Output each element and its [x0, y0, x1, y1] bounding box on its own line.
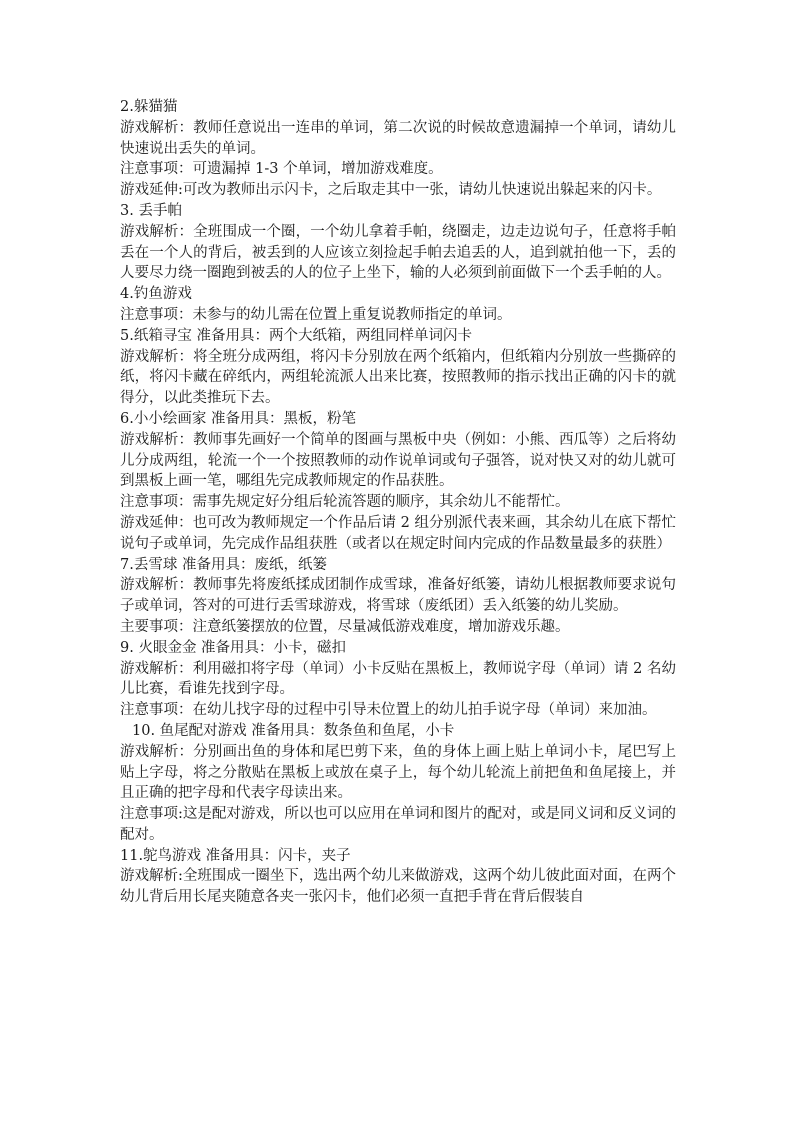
- paragraph: 主要事项：注意纸篓摆放的位置，尽量减低游戏难度，增加游戏乐趣。: [120, 618, 570, 635]
- heading-fish-tail-matching: 10. 鱼尾配对游戏 准备用具：数条鱼和鱼尾，小卡: [132, 722, 455, 739]
- paragraph: 游戏解析：分别画出鱼的身体和尾巴剪下来，鱼的身体上画上贴上单词小卡，尾巴写上贴上字母，将之分散贴在黑板上或放在桌子上，每个幼儿轮流上前把鱼和鱼尾接上，并且正确的把字母和代表字母读出来。: [120, 743, 676, 802]
- paragraph: 注意事项：可遗漏掉 1-3 个单词，增加游戏难度。: [120, 161, 443, 178]
- paragraph: 游戏解析：将全班分成两组，将闪卡分别放在两个纸箱内，但纸箱内分别放一些撕碎的纸，将闪卡藏在碎纸内，两组轮流派人出来比赛，按照教师的指示找出正确的闪卡的就得分，以此类推玩下去。: [120, 348, 676, 407]
- paragraph: 游戏解析：全班围成一个圈，一个幼儿拿着手帕，绕圈走，边走边说句子，任意将手帕丢在一个人的背后，被丢到的人应该立刻捡起手帕去追丢的人，追到就拍他一下，丢的人要尽力绕一圈跑到被丢的人的位子上坐下，输的人必须到前面做下一个丢手帕的人。: [120, 223, 676, 282]
- paragraph: 游戏解析：教师任意说出一连串的单词，第二次说的时候故意遗漏掉一个单词，请幼儿快速说出丢失的单词。: [120, 119, 676, 157]
- heading-ostrich-game: 11.鸵鸟游戏 准备用具：闪卡，夹子: [120, 847, 351, 864]
- document-body: [120, 97, 676, 908]
- paragraph: 游戏延伸:可改为教师出示闪卡，之后取走其中一张，请幼儿快速说出躲起来的闪卡。: [120, 182, 662, 199]
- heading-fishing-game: 4.钓鱼游戏: [120, 286, 192, 303]
- heading-throw-snowball: 7.丢雪球 准备用具：废纸，纸篓: [120, 556, 327, 573]
- paragraph: 注意事项：需事先规定好分组后轮流答题的顺序，其余幼儿不能帮忙。: [120, 494, 570, 511]
- heading-little-painter: 6.小小绘画家 准备用具：黑板，粉笔: [120, 410, 356, 427]
- paragraph: 游戏解析：教师事先画好一个简单的图画与黑板中央（例如：小熊、西瓜等）之后将幼儿分成两组，轮流一个一个按照教师的动作说单词或句子强答，说对快又对的幼儿就可到黑板上画一笔，哪组先完成教师规定的作品获胜。: [120, 431, 676, 490]
- heading-hide-and-seek: 2.躲猫猫: [120, 99, 178, 115]
- heading-drop-handkerchief: 3. 丢手帕: [120, 202, 182, 219]
- paragraph: 游戏解析:全班围成一圈坐下，选出两个幼儿来做游戏，这两个幼儿彼此面对面，在两个幼儿背后用长尾夹随意各夹一张闪卡，他们必须一直把手背在背后假装自: [120, 868, 676, 906]
- paragraph: 注意事项：未参与的幼儿需在位置上重复说教师指定的单词。: [120, 306, 512, 323]
- heading-sharp-eyes: 9. 火眼金金 准备用具：小卡，磁扣: [120, 639, 347, 656]
- paragraph: 游戏解析：教师事先将废纸揉成团制作成雪球，准备好纸篓，请幼儿根据教师要求说句子或单词，答对的可进行丢雪球游戏，将雪球（废纸团）丢入纸篓的幼儿奖励。: [120, 577, 676, 615]
- paragraph: 注意事项:这是配对游戏，所以也可以应用在单词和图片的配对，或是同义词和反义词的配对。: [120, 806, 676, 843]
- heading-box-treasure-hunt: 5.纸箱寻宝 准备用具：两个大纸箱，两组同样单词闪卡: [120, 327, 472, 344]
- paragraph: 游戏延伸：也可改为教师规定一个作品后请 2 组分别派代表来画，其余幼儿在底下帮忙说句子或单词，先完成作品组获胜（或者以在规定时间内完成的作品数量最多的获胜）: [120, 514, 676, 552]
- paragraph: 游戏解析：利用磁扣将字母（单词）小卡反贴在黑板上，教师说字母（单词）请 2 名幼儿比赛，看谁先找到字母。: [120, 660, 676, 698]
- paragraph: 注意事项：在幼儿找字母的过程中引导未位置上的幼儿拍手说字母（单词）来加油。: [120, 702, 657, 719]
